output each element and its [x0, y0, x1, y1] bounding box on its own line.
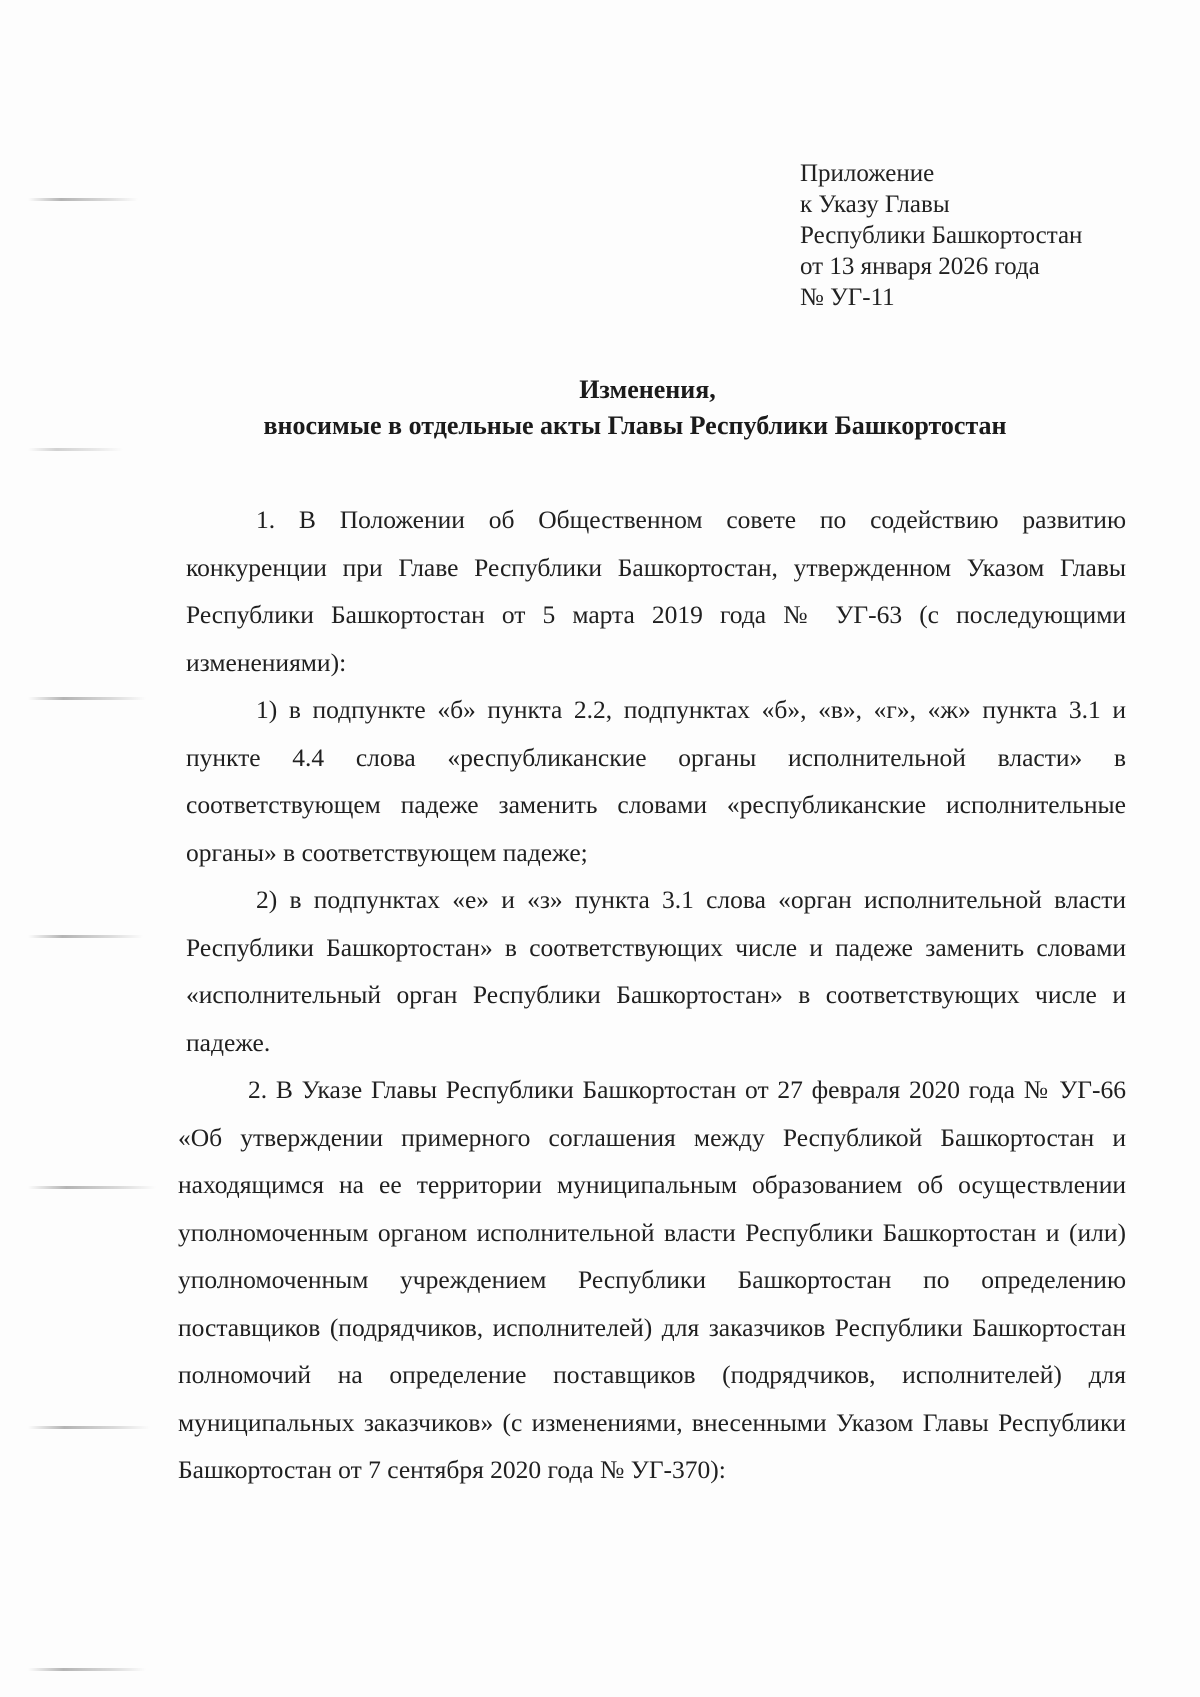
paragraph: 2. В Указе Главы Республики Башкортостан от 27 февраля 2020 года № УГ-66 «Об утверждении примерного соглашения между Республикой Башкортостан и находящимся на ее территории муниципальным образованием об осуществлении уполномоченным органом исполнительной власти Республики Башкортостан и (или) уполномоченным учреждением Республики Башкортостан по определению поставщиков (подрядчиков, исполнителей) для заказчиков Республики Башкортостан полномочий на определение поставщиков (подрядчиков, исполнителей) для муниципальных заказчиков» (с изменениями, внесенными Указом Главы Республики Башкортостан от 7 сентября 2020 года № УГ-370): [178, 1075, 1126, 1484]
document-body [178, 496, 1126, 1494]
appendix-line: к Указу Главы [800, 191, 950, 218]
paragraph: 1. В Положении об Общественном совете по содействию развитию конкуренции при Главе Республики Башкортостан, утвержденном Указом Главы Республики Башкортостан от 5 марта 2019 года № УГ-63 (с последующими изменениями): [186, 505, 1126, 677]
appendix-line: от 13 января 2026 года [800, 253, 1040, 280]
scan-artifact-mark [28, 697, 146, 700]
appendix-number: № УГ-11 [800, 284, 895, 311]
paragraph: 1) в подпункте «б» пункта 2.2, подпунктах «б», «в», «г», «ж» пункта 3.1 и пункте 4.4 слова «республиканские органы исполнительной власти» в соответствующем падеже заменить словами «республиканские исполнительные органы» в соответствующем падеже; [186, 695, 1126, 867]
title-line: Изменения, [579, 375, 716, 404]
scan-artifact-mark [28, 935, 143, 938]
scan-artifact-mark [28, 448, 123, 451]
scan-artifact-mark [28, 1186, 156, 1189]
title-line: вносимые в отдельные акты Главы Республики Башкортостан [263, 411, 1007, 440]
appendix-line: Приложение [800, 160, 935, 187]
appendix-header [800, 158, 1082, 313]
scan-artifact-mark [28, 1426, 150, 1429]
appendix-line: Республики Башкортостан [800, 222, 1083, 249]
scan-artifact-mark [28, 1668, 146, 1671]
paragraph: 2) в подпунктах «е» и «з» пункта 3.1 слова «орган исполнительной власти Республики Башкортостан» в соответствующих числе и падеже заменить словами «исполнительный орган Республики Башкортостан» в соответствующих числе и падеже. [186, 885, 1126, 1057]
document-title [0, 372, 1200, 444]
scan-artifact-mark [28, 198, 138, 201]
